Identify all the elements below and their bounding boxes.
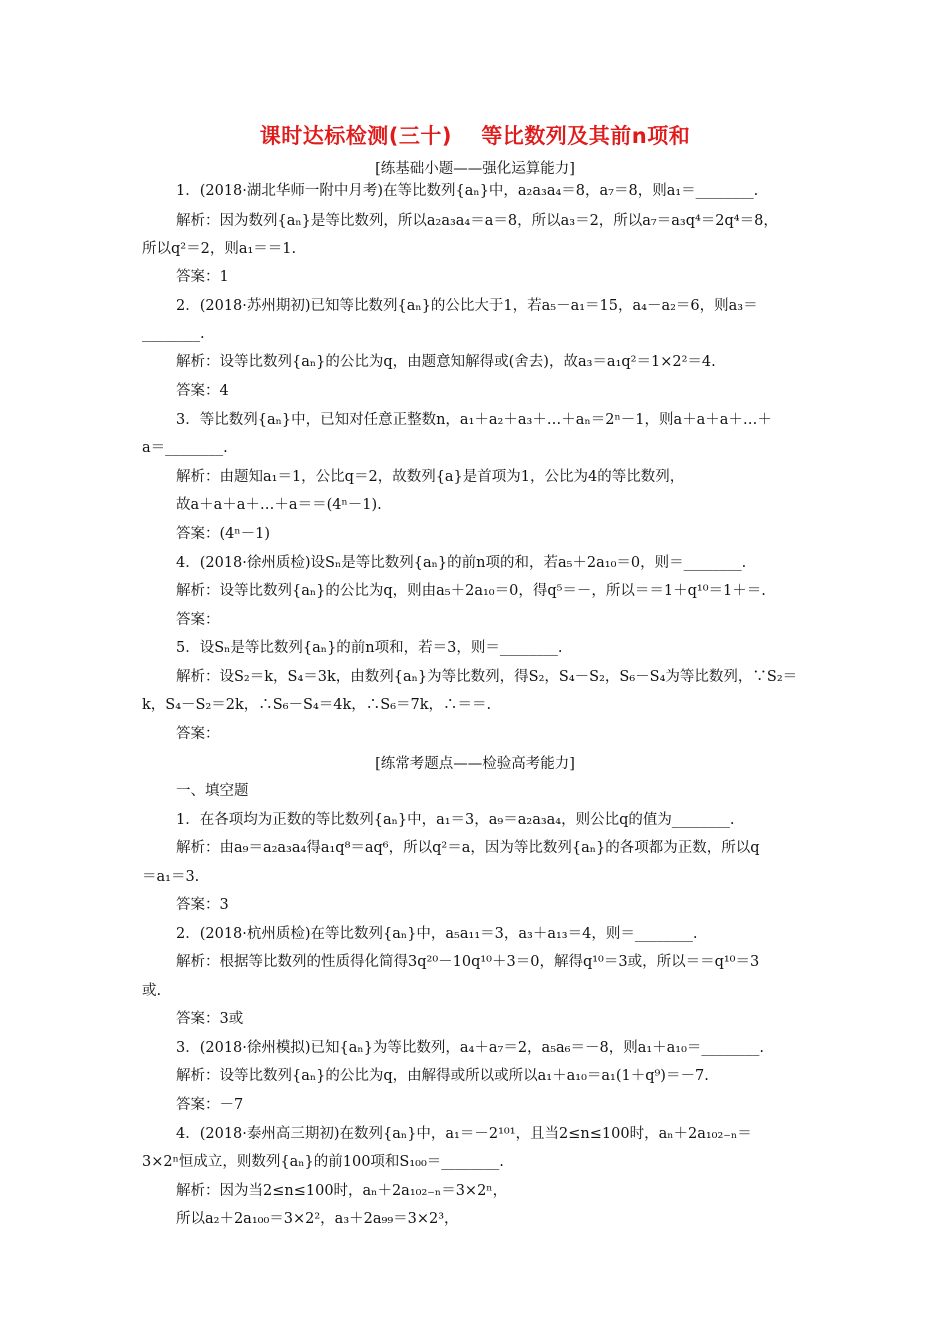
solution-line: 所以a₂＋2a₁₀₀＝3×2²，a₃＋2a₉₉＝3×2³， <box>176 1211 459 1227</box>
solution-line: k，S₄－S₂＝2k，∴S₆－S₄＝4k，∴S₆＝7k，∴＝＝. <box>142 697 492 713</box>
answer-line: 答案：4 <box>176 383 229 399</box>
answer-line: 答案：3或 <box>176 1011 244 1027</box>
answer-line: 答案： <box>176 612 220 628</box>
solution-line: 解析：设等比数列{aₙ}的公比为q，则由a₅＋2a₁₀＝0，得q⁵＝－，所以＝＝1＋q¹⁰＝1＋＝. <box>176 583 766 599</box>
problem-line: 3．(2018·徐州模拟)已知{aₙ}为等比数列，a₄＋a₇＝2，a₅a₆＝－8，则a₁＋a₁₀＝________. <box>176 1040 765 1056</box>
page-title: 课时达标检测(三十) 等比数列及其前n项和 <box>259 124 691 148</box>
solution-line: 解析：由题知a₁＝1，公比q＝2，故数列{a}是首项为1，公比为4的等比数列， <box>176 469 685 485</box>
problem-line: 2．(2018·苏州期初)已知等比数列{aₙ}的公比大于1，若a₅－a₁＝15，a₄－a₂＝6，则a₃＝ <box>176 298 758 314</box>
solution-line: 故a＋a＋a＋…＋a＝＝(4ⁿ－1). <box>176 497 382 513</box>
problem-line: 2．(2018·杭州质检)在等比数列{aₙ}中，a₅a₁₁＝3，a₃＋a₁₃＝4，则＝________. <box>176 926 698 942</box>
solution-line: 解析：由a₉＝a₂a₃a₄得a₁q⁸＝aq⁶，所以q²＝a，因为等比数列{aₙ}的各项都为正数，所以q <box>176 840 760 856</box>
answer-line: 答案：3 <box>176 897 229 913</box>
problem-line: a＝________. <box>142 440 228 456</box>
solution-line: ＝a₁＝3. <box>142 869 200 885</box>
section-heading-exam: [练常考题点——检验高考能力] <box>375 756 575 772</box>
problem-line: 4．(2018·泰州高三期初)在数列{aₙ}中，a₁＝－2¹⁰¹，且当2≤n≤100时，aₙ＋2a₁₀₂₋ₙ＝ <box>176 1126 752 1142</box>
solution-line: 解析：设等比数列{aₙ}的公比为q，由解得或所以或所以a₁＋a₁₀＝a₁(1＋q⁹)＝－7. <box>176 1068 709 1084</box>
problem-line: ________. <box>142 326 205 342</box>
problem-line: 3×2ⁿ恒成立，则数列{aₙ}的前100项和S₁₀₀＝________. <box>142 1154 504 1170</box>
answer-line: 答案：1 <box>176 269 229 285</box>
solution-line: 所以q²＝2，则a₁＝＝1. <box>142 241 297 257</box>
answer-line: 答案：(4ⁿ－1) <box>176 526 271 542</box>
problem-line: 5．设Sₙ是等比数列{aₙ}的前n项和，若＝3，则＝________. <box>176 640 563 656</box>
answer-line: 答案：－7 <box>176 1097 244 1113</box>
solution-line: 解析：根据等比数列的性质得化简得3q²⁰－10q¹⁰＋3＝0，解得q¹⁰＝3或，所以＝＝q¹⁰＝3 <box>176 954 760 970</box>
solution-line: 解析：设等比数列{aₙ}的公比为q，由题意知解得或(舍去)，故a₃＝a₁q²＝1×2²＝4. <box>176 354 716 370</box>
solution-line: 解析：设S₂＝k，S₄＝3k，由数列{aₙ}为等比数列，得S₂，S₄－S₂，S₆－S₄为等比数列，∵S₂＝ <box>176 669 798 685</box>
section-heading-basic: [练基础小题——强化运算能力] <box>375 161 575 177</box>
problem-line: 1．(2018·湖北华师一附中月考)在等比数列{aₙ}中，a₂a₃a₄＝8，a₇＝8，则a₁＝________. <box>176 183 759 199</box>
problem-line: 4．(2018·徐州质检)设Sₙ是等比数列{aₙ}的前n项的和，若a₅＋2a₁₀＝0，则＝________. <box>176 555 747 571</box>
subsection-heading: 一、填空题 <box>176 783 249 799</box>
solution-line: 解析：因为数列{aₙ}是等比数列，所以a₂a₃a₄＝a＝8，所以a₃＝2，所以a₇＝a₃q⁴＝2q⁴＝8， <box>176 213 778 229</box>
answer-line: 答案： <box>176 726 220 742</box>
solution-line: 或. <box>142 983 162 999</box>
problem-line: 3．等比数列{aₙ}中，已知对任意正整数n，a₁＋a₂＋a₃＋…＋aₙ＝2ⁿ－1，则a＋a＋a＋…＋ <box>176 412 772 428</box>
problem-line: 1．在各项均为正数的等比数列{aₙ}中，a₁＝3，a₉＝a₂a₃a₄，则公比q的值为________. <box>176 812 735 828</box>
solution-line: 解析：因为当2≤n≤100时，aₙ＋2a₁₀₂₋ₙ＝3×2ⁿ， <box>176 1183 508 1199</box>
